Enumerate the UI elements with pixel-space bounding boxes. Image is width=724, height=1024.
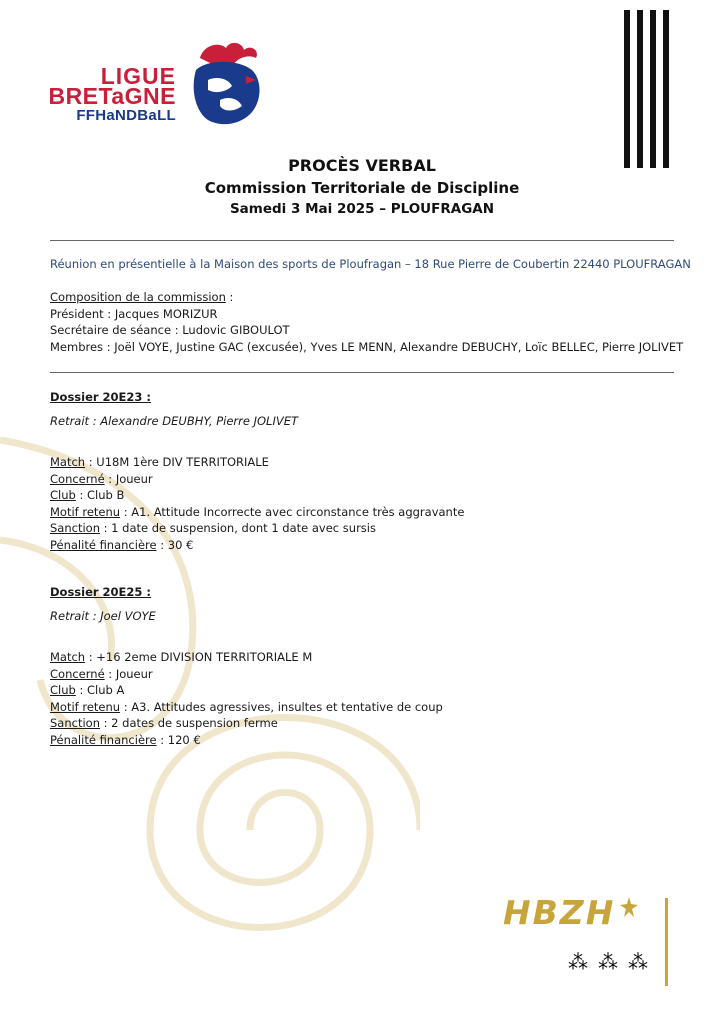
composition-heading-suffix: : xyxy=(225,290,234,304)
president-line: Président : Jacques MORIZUR xyxy=(50,306,218,321)
document-title: PROCÈS VERBAL xyxy=(288,156,436,175)
ermine-icons: ⁂⁂⁂ xyxy=(568,950,658,974)
match-label: Match xyxy=(50,650,86,664)
dossier-section xyxy=(50,389,690,553)
hbzh-gold-bar xyxy=(665,898,668,986)
dossier-title: Dossier 20E23 : xyxy=(50,390,152,404)
match-value: : +16 2eme DIVISION TERRITORIALE M xyxy=(85,650,313,664)
dossier-sanction xyxy=(50,520,690,537)
rooster-icon xyxy=(186,40,266,130)
document-title-block xyxy=(0,155,724,219)
club-value: : Club A xyxy=(75,683,125,697)
composition-section xyxy=(50,289,690,355)
divider-middle xyxy=(50,372,674,373)
logo-line-bretagne: BRETaGNE xyxy=(48,83,176,109)
club-label: Club xyxy=(50,488,76,502)
penalite-label: Pénalité financière xyxy=(50,537,157,552)
divider-top xyxy=(50,240,674,241)
motif-value: : A1. Attitude Incorrecte avec circonstance très aggravante xyxy=(120,504,465,519)
sanction-label: Sanction xyxy=(50,521,100,535)
club-value: : Club B xyxy=(75,488,125,502)
match-label: Match xyxy=(50,455,86,469)
dossier-match xyxy=(50,454,690,471)
sanction-value: : 2 dates de suspension ferme xyxy=(100,716,278,730)
dossier-sanction xyxy=(50,715,690,732)
penalite-label: Pénalité financière xyxy=(50,732,157,747)
dossier-title: Dossier 20E25 : xyxy=(50,585,152,599)
motif-label: Motif retenu xyxy=(50,699,121,714)
dossier-club xyxy=(50,682,690,699)
document-subtitle: Commission Territoriale de Discipline xyxy=(204,179,520,197)
star-icon xyxy=(620,897,638,919)
black-stripes-decoration xyxy=(624,10,670,168)
club-label: Club xyxy=(50,683,76,697)
logo-line-ffhandball: FFHaNDBaLL xyxy=(76,107,176,124)
concerne-value: : Joueur xyxy=(104,666,153,681)
logo-wordmark xyxy=(38,63,176,126)
sanction-label: Sanction xyxy=(50,716,100,730)
secretary-line: Secrétaire de séance : Ludovic GIBOULOT xyxy=(50,323,290,337)
dossier-retrait: Retrait : Joel VOYE xyxy=(50,608,156,623)
ligue-bretagne-logo xyxy=(38,40,268,132)
match-value: : U18M 1ère DIV TERRITORIALE xyxy=(85,455,269,469)
dossier-match xyxy=(50,649,690,666)
composition-heading-label: Composition de la commission xyxy=(50,290,226,304)
meeting-location: Réunion en présentielle à la Maison des sports de Ploufragan – 18 Rue Pierre de Coubertin 22440 PLOUFRAGAN xyxy=(50,257,691,271)
penalite-value: : 120 € xyxy=(156,732,201,747)
dossier-club xyxy=(50,487,690,504)
dossier-motif xyxy=(50,699,690,716)
dossier-section xyxy=(50,584,690,748)
members-line: Membres : Joël VOYE, Justine GAC (excusée), Yves LE MENN, Alexandre DEBUCHY, Loïc BELLEC, Pierre JOLIVET xyxy=(50,339,684,354)
motif-label: Motif retenu xyxy=(50,504,121,519)
hbzh-wordmark: HBZH xyxy=(503,893,616,932)
dossier-penalite xyxy=(50,732,690,749)
logo-line-ligue: LIGUE xyxy=(100,63,176,89)
penalite-value: : 30 € xyxy=(156,537,194,552)
sanction-value: : 1 date de suspension, dont 1 date avec sursis xyxy=(100,521,376,535)
dossier-retrait: Retrait : Alexandre DEUBHY, Pierre JOLIVET xyxy=(50,413,298,428)
dossier-concerne xyxy=(50,471,690,488)
dossier-penalite xyxy=(50,537,690,554)
dossier-concerne xyxy=(50,666,690,683)
concerne-label: Concerné xyxy=(50,471,105,486)
composition-heading xyxy=(50,289,690,306)
document-date-place: Samedi 3 Mai 2025 – PLOUFRAGAN xyxy=(229,201,495,217)
motif-value: : A3. Attitudes agressives, insultes et tentative de coup xyxy=(120,699,443,714)
concerne-label: Concerné xyxy=(50,666,105,681)
hbzh-logo xyxy=(503,893,638,932)
dossier-motif xyxy=(50,504,690,521)
concerne-value: : Joueur xyxy=(104,471,153,486)
